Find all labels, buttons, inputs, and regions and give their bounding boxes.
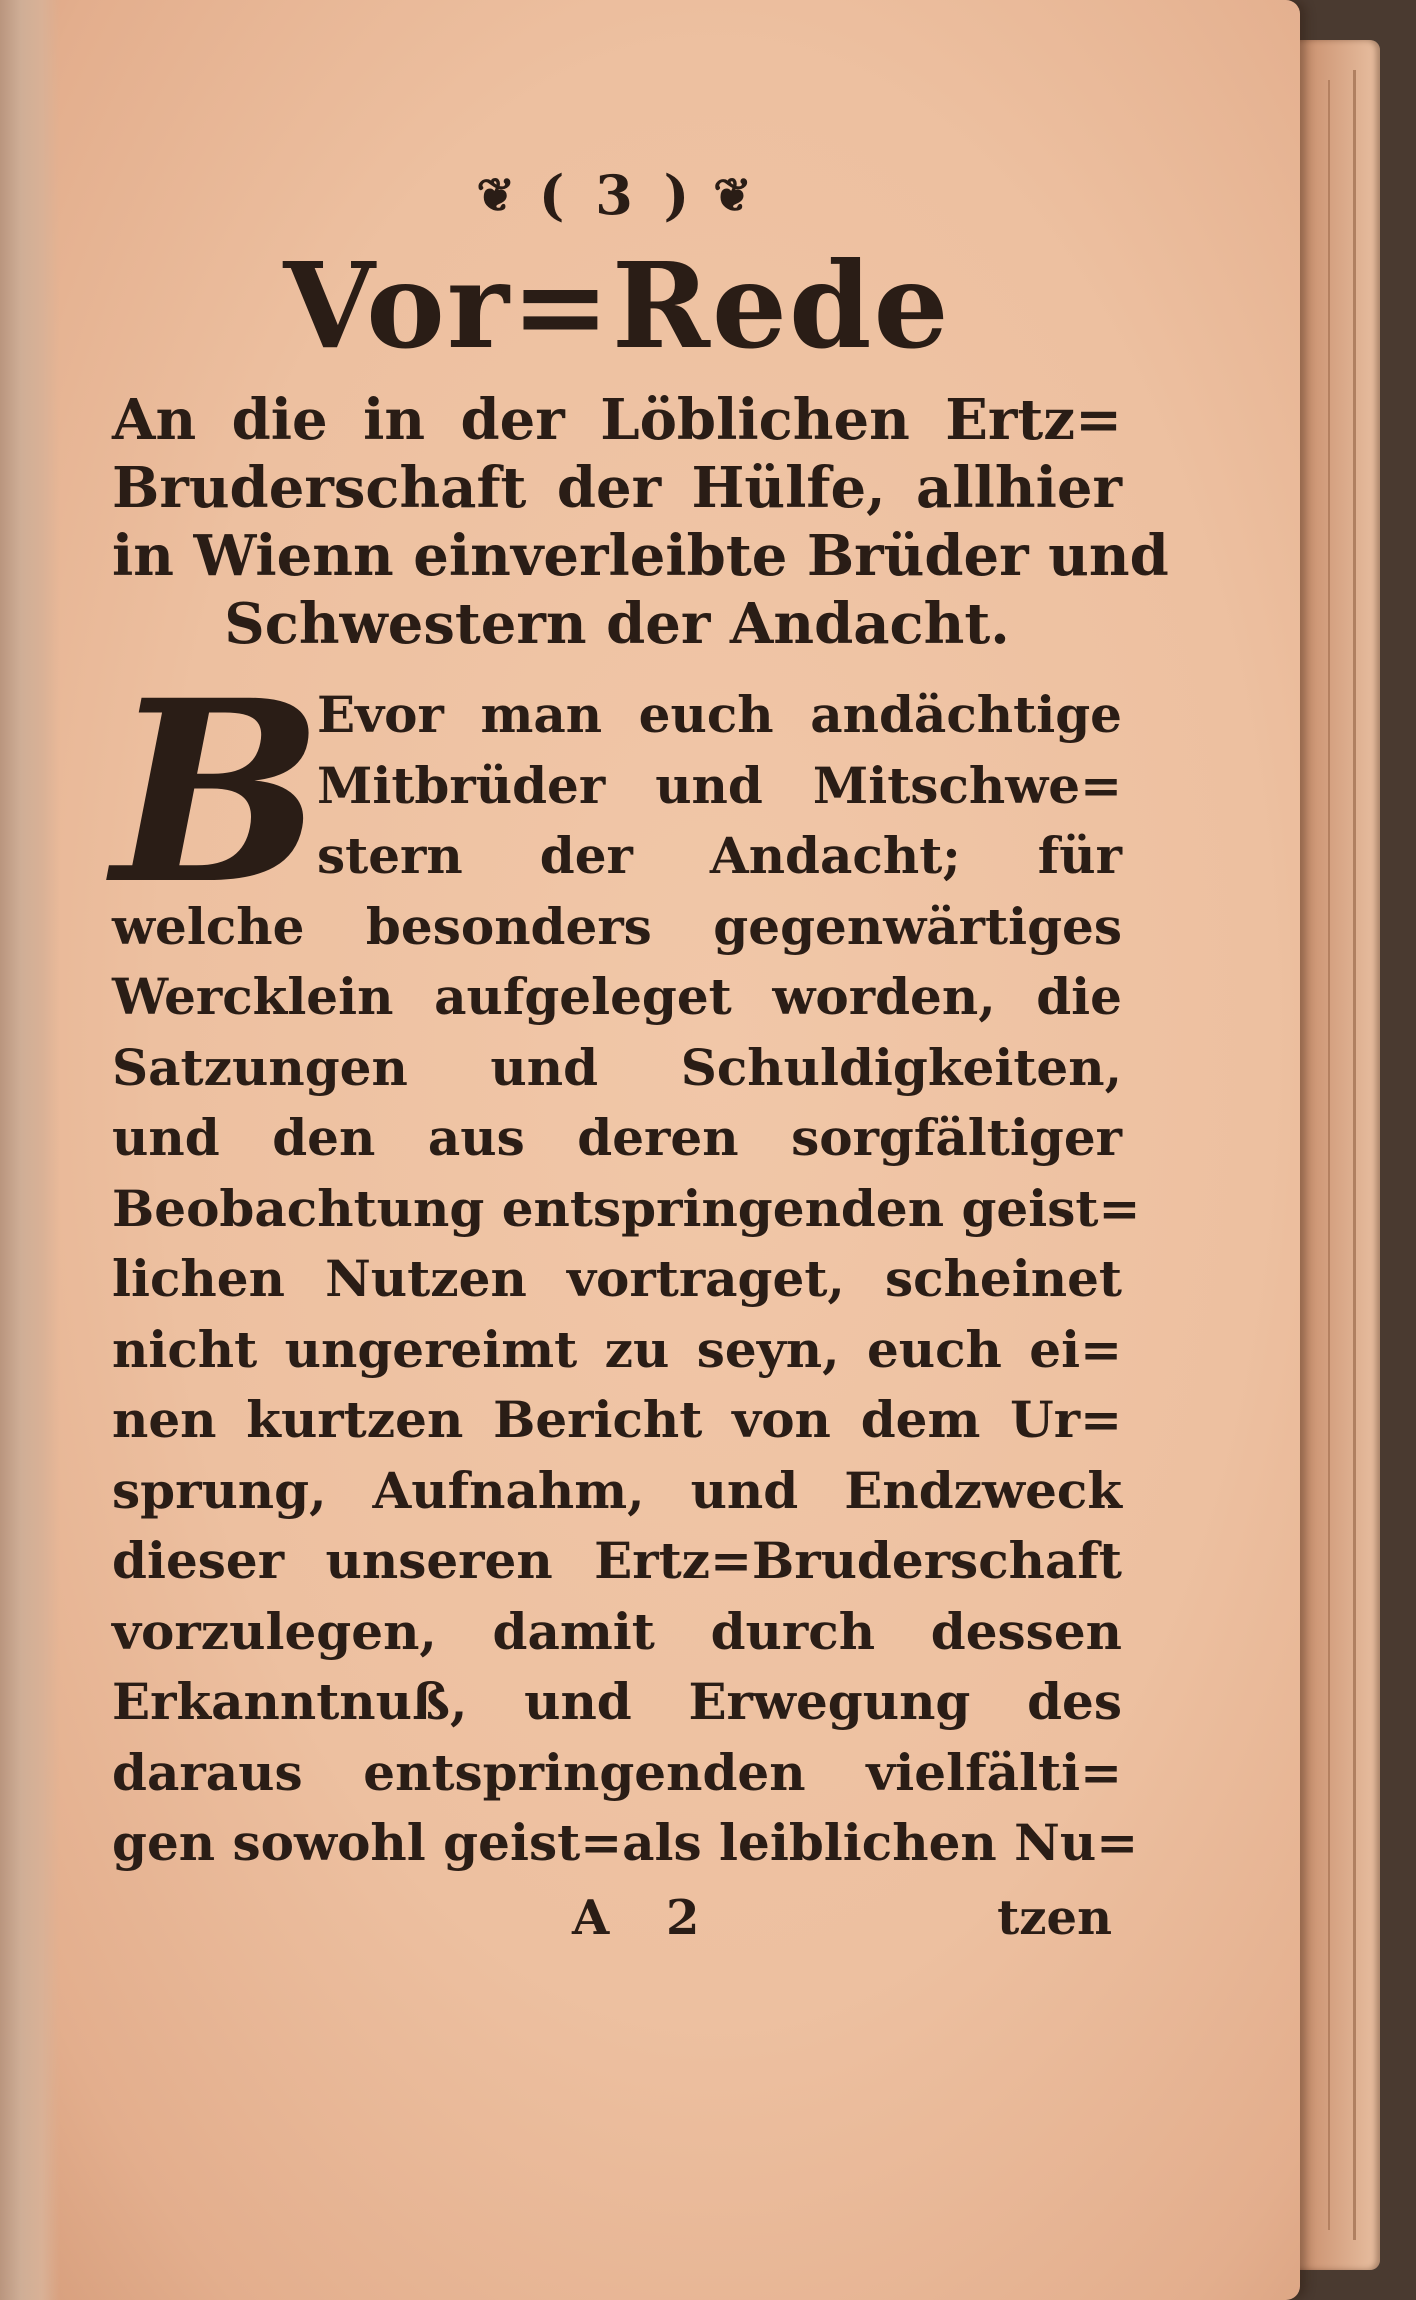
body-line: daraus entspringenden vielfälti=: [112, 1742, 1122, 1802]
body-line: Evor man euch andächtige: [317, 685, 1122, 744]
body-line: und den aus deren sorgfältiger: [112, 1108, 1122, 1167]
page-footer: [112, 1883, 1122, 1953]
signature-mark: A 2: [572, 1889, 720, 1946]
body-line: vorzulegen, damit durch dessen: [112, 1601, 1122, 1661]
address-block: [112, 386, 1169, 658]
body-line: welche besonders gegenwärtiges: [112, 896, 1122, 956]
body-line: nicht ungereimt zu seyn, euch ei=: [112, 1319, 1122, 1379]
catchword: tzen: [997, 1889, 1112, 1946]
body-line: gen sowohl geist=als leiblichen Nu=: [112, 1813, 1139, 1872]
ornament-right-icon: ❦: [713, 168, 758, 222]
running-head: [112, 160, 1122, 230]
ornament-left-icon: ❦: [476, 168, 521, 222]
body-line: Satzungen und Schuldigkeiten,: [112, 1037, 1122, 1097]
body-text: [112, 645, 1141, 1879]
body-line: nen kurtzen Bericht von dem Ur=: [112, 1390, 1122, 1449]
body-line: Wercklein aufgeleget worden, die: [112, 967, 1122, 1026]
address-line: An die in der Löblichen Ertz=: [112, 387, 1122, 453]
page-number: ( 3 ): [538, 163, 696, 227]
body-line: lichen Nutzen vortraget, scheinet: [112, 1249, 1122, 1308]
address-line: Schwestern der Andacht.: [224, 591, 1010, 657]
body-line: stern der Andacht; für: [317, 826, 1122, 885]
book-gutter: [0, 0, 60, 2300]
body-line: Mitbrüder und Mitschwe=: [317, 755, 1122, 815]
body-line: Erkanntnuß, und Erwegung des: [112, 1672, 1122, 1731]
page-title: Vor=Rede: [283, 236, 951, 375]
body-line: dieser unseren Ertz=Bruderschaft: [112, 1531, 1122, 1590]
address-line: in Wienn einverleibte Brüder und: [112, 523, 1169, 589]
drop-cap: B: [112, 645, 324, 939]
address-line: Bruderschaft der Hülfe, allhier: [112, 455, 1122, 521]
page-text-block: [112, 160, 1169, 1953]
body-line: Beobachtung entspringenden geist=: [112, 1178, 1141, 1238]
body-line: sprung, Aufnahm, und Endzweck: [112, 1460, 1122, 1520]
